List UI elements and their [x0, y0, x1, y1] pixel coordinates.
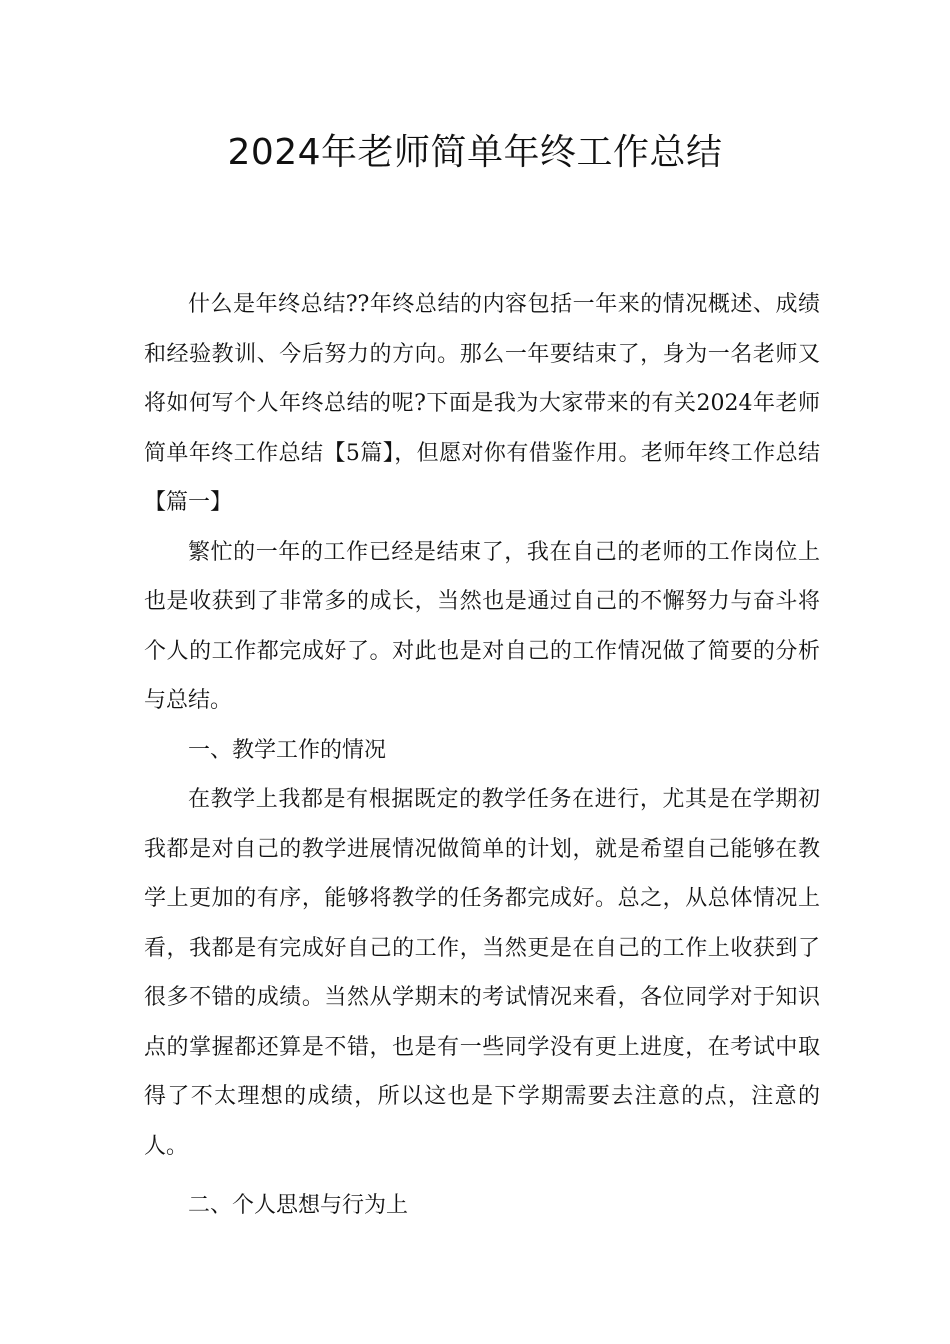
- body-paragraph: 在教学上我都是有根据既定的教学任务在进行，尤其是在学期初我都是对自己的教学进展情况做简单的计划，就是希望自己能够在教学上更加的有序，能够将教学的任务都完成好。总之，从总体情况上看，我都是有完成好自己的工作，当然更是在自己的工作上收获到了很多不错的成绩。当然从学期末的考试情况来看，各位同学对于知识点的掌握都还算是不错，也是有一些同学没有更上进度，在考试中取得了不太理想的成绩，所以这也是下学期需要去注意的点，注意的人。: [144, 787, 820, 1159]
- document-title: 2024年老师简单年终工作总结: [227, 132, 723, 173]
- section-heading: 一、教学工作的情况: [188, 737, 387, 763]
- body-paragraph: 繁忙的一年的工作已经是结束了，我在自己的老师的工作岗位上也是收获到了非常多的成长，当然也是通过自己的不懈努力与奋斗将个人的工作都完成好了。对此也是对自己的工作情况做了简要的分析与总结。: [144, 539, 820, 713]
- section-heading: 二、个人思想与行为上: [188, 1193, 409, 1218]
- document-body: [144, 280, 820, 1231]
- intro-paragraph: 什么是年终总结??年终总结的内容包括一年来的情况概述、成绩和经验教训、今后努力的方向。那么一年要结束了，身为一名老师又将如何写个人年终总结的呢?下面是我为大家带来的有关2024年老师简单年终工作总结【5篇】，但愿对你有借鉴作用。老师年终工作总结【篇一】: [144, 292, 820, 515]
